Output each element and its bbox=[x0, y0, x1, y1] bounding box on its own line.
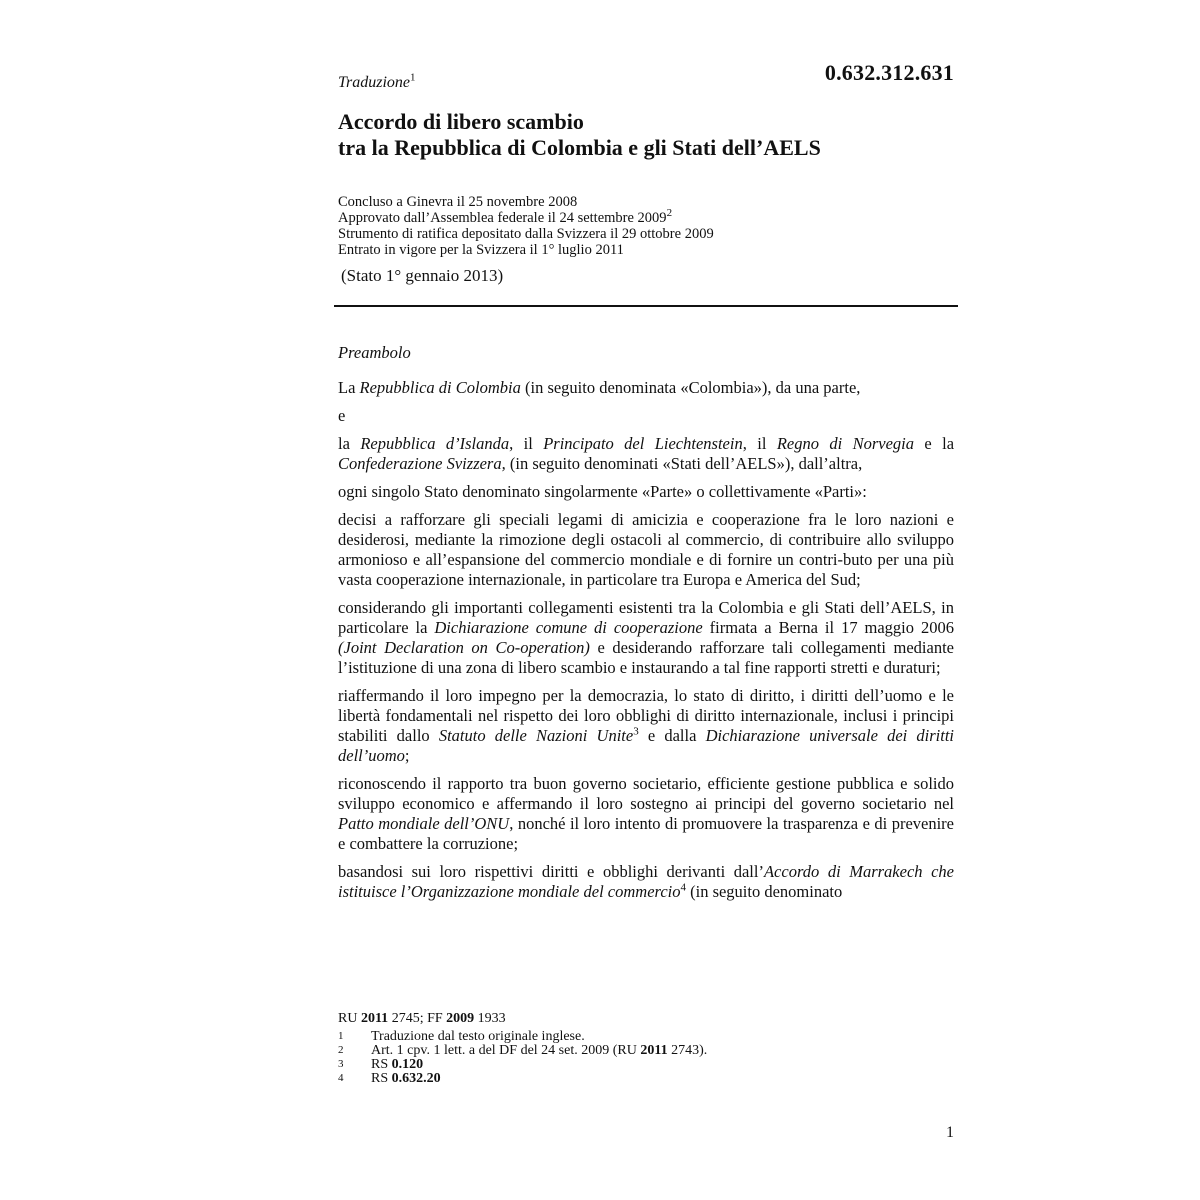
footnote-source bbox=[338, 1012, 958, 1026]
paragraph bbox=[338, 774, 954, 854]
text-italic: Repubblica di Colombia bbox=[359, 378, 521, 397]
footnote-item bbox=[338, 1030, 958, 1044]
text: e la bbox=[914, 434, 955, 453]
footnote-number: 4 bbox=[338, 1072, 344, 1084]
footnote-item bbox=[338, 1072, 958, 1086]
text: RU bbox=[338, 1011, 361, 1026]
text: firmata a Berna il 17 maggio 2006 bbox=[702, 618, 954, 637]
document-title bbox=[338, 109, 958, 161]
text: riconoscendo il rapporto tra buon governo societario, efficiente gestione pubblica e solido sviluppo economico e affermando il loro sostegno ai principi del governo societario nel bbox=[338, 774, 954, 813]
preamble-body bbox=[338, 343, 954, 910]
text-italic: Principato del Liechtenstein bbox=[543, 434, 743, 453]
paragraph bbox=[338, 598, 954, 678]
paragraph: e bbox=[338, 406, 346, 425]
text: basandosi sui loro rispettivi diritti e obblighi derivanti dall’ bbox=[338, 862, 764, 881]
translation-label-text: Traduzione bbox=[338, 74, 411, 91]
text-bold: 2009 bbox=[446, 1011, 475, 1026]
text-italic: Accordo di Marrakech che istituisce l’Organizzazione mondiale del commercio bbox=[338, 862, 954, 901]
text-bold: 2011 bbox=[640, 1043, 668, 1058]
text: , il bbox=[509, 434, 544, 453]
text-italic: Dichiarazione comune di cooperazione bbox=[434, 618, 703, 637]
footnote-item bbox=[338, 1058, 958, 1072]
footnotes bbox=[338, 1012, 958, 1086]
paragraph bbox=[338, 378, 954, 398]
title-line-2: tra la Repubblica di Colombia e gli Stati dell’AELS bbox=[338, 135, 821, 160]
text-bold: 0.632.20 bbox=[391, 1071, 441, 1086]
meta-approved-text: Approvato dall’Assemblea federale il 24 settembre 2009 bbox=[338, 210, 667, 226]
text: 2743). bbox=[667, 1043, 708, 1058]
text: ; bbox=[404, 746, 410, 765]
footnote-text bbox=[371, 1044, 958, 1058]
text: e dalla bbox=[638, 726, 706, 745]
footnote-text: Traduzione dal testo originale inglese. bbox=[371, 1029, 585, 1044]
text: , il bbox=[742, 434, 777, 453]
text: e desiderando rafforzare tali collegamenti mediante l’istituzione di una zona di libero scambio e instaurando a tal fine rapporti stretti e duraturi; bbox=[338, 638, 955, 677]
text: La bbox=[338, 378, 360, 397]
text-bold: 0.120 bbox=[391, 1057, 424, 1072]
footnote-text bbox=[371, 1072, 958, 1086]
footnote-number: 3 bbox=[338, 1058, 344, 1070]
footnote-number: 2 bbox=[338, 1044, 344, 1056]
meta-concluded: Concluso a Ginevra il 25 novembre 2008 bbox=[338, 194, 578, 210]
footnote-item bbox=[338, 1044, 958, 1058]
document-metadata bbox=[338, 194, 958, 258]
header-divider bbox=[334, 305, 958, 307]
paragraph bbox=[338, 686, 954, 766]
text: 2745; FF bbox=[388, 1011, 447, 1026]
text-bold: 2011 bbox=[360, 1011, 389, 1026]
text: Art. 1 cpv. 1 lett. a del DF del 24 set. 2009 (RU bbox=[371, 1043, 641, 1058]
text-italic: Statuto delle Nazioni Unite bbox=[438, 726, 634, 745]
preamble-heading: Preambolo bbox=[338, 343, 411, 362]
meta-in-force: Entrato in vigore per la Svizzera il 1° luglio 2011 bbox=[338, 242, 624, 258]
text-italic: Confederazione Svizzera, bbox=[338, 454, 506, 473]
paragraph bbox=[338, 434, 954, 474]
title-line-1: Accordo di libero scambio bbox=[338, 109, 584, 134]
sr-number: 0.632.312.631 bbox=[824, 60, 954, 85]
paragraph bbox=[338, 862, 954, 902]
paragraph: decisi a rafforzare gli speciali legami di amicizia e cooperazione fra le loro nazioni e desiderosi, mediante la rimozione degli ostacoli al commercio, di contribuire allo sviluppo armonioso e all’espansione del commercio mondiale e di fornire un contri-buto per una più vasta cooperazione internazionale, in particolare tra Europa e America del Sud; bbox=[338, 510, 954, 589]
text: la bbox=[338, 434, 361, 453]
meta-approved bbox=[338, 207, 958, 226]
text: (in seguito denominato bbox=[685, 882, 843, 901]
text: RS bbox=[371, 1071, 392, 1086]
text-italic: Regno di Norvegia bbox=[776, 434, 914, 453]
text: considerando gli importanti collegamenti esistenti tra la Colombia e gli Stati dell’AELS, in particolare la bbox=[338, 598, 954, 637]
status-date: (Stato 1° gennaio 2013) bbox=[341, 266, 504, 285]
text: riaffermando il loro impegno per la democrazia, lo stato di diritto, i diritti dell’uomo e le libertà fondamentali nel rispetto dei loro obblighi di diritto internazionale, inclusi i principi stabiliti dallo bbox=[338, 686, 954, 745]
text: RS bbox=[371, 1057, 392, 1072]
footnote-number: 1 bbox=[338, 1030, 344, 1042]
footnote-ref[interactable]: 4 bbox=[680, 881, 686, 894]
footnote-ref[interactable]: 1 bbox=[410, 71, 416, 84]
meta-ratification: Strumento di ratifica depositato dalla Svizzera il 29 ottobre 2009 bbox=[338, 226, 714, 242]
paragraph: ogni singolo Stato denominato singolarmente «Parte» o collettivamente «Parti»: bbox=[338, 482, 867, 501]
text: , nonché il loro intento di promuovere la trasparenza e di prevenire e combattere la corruzione; bbox=[338, 814, 954, 853]
page-number: 1 bbox=[946, 1124, 954, 1141]
footnote-ref[interactable]: 3 bbox=[633, 725, 639, 738]
translation-label bbox=[338, 71, 416, 92]
text-italic: (Joint Declaration on Co-operation) bbox=[338, 638, 590, 657]
footnote-text bbox=[371, 1058, 958, 1072]
footnote-ref[interactable]: 2 bbox=[666, 207, 673, 220]
text-italic: Repubblica d’Islanda bbox=[360, 434, 510, 453]
text: (in seguito denominati «Stati dell’AELS»), dall’altra, bbox=[505, 454, 863, 473]
text: (in seguito denominata «Colombia»), da una parte, bbox=[520, 378, 861, 397]
text: 1933 bbox=[474, 1011, 506, 1026]
text-italic: Patto mondiale dell’ONU bbox=[338, 814, 510, 833]
text-italic: Dichiarazione universale dei diritti dell’uomo bbox=[338, 726, 954, 765]
